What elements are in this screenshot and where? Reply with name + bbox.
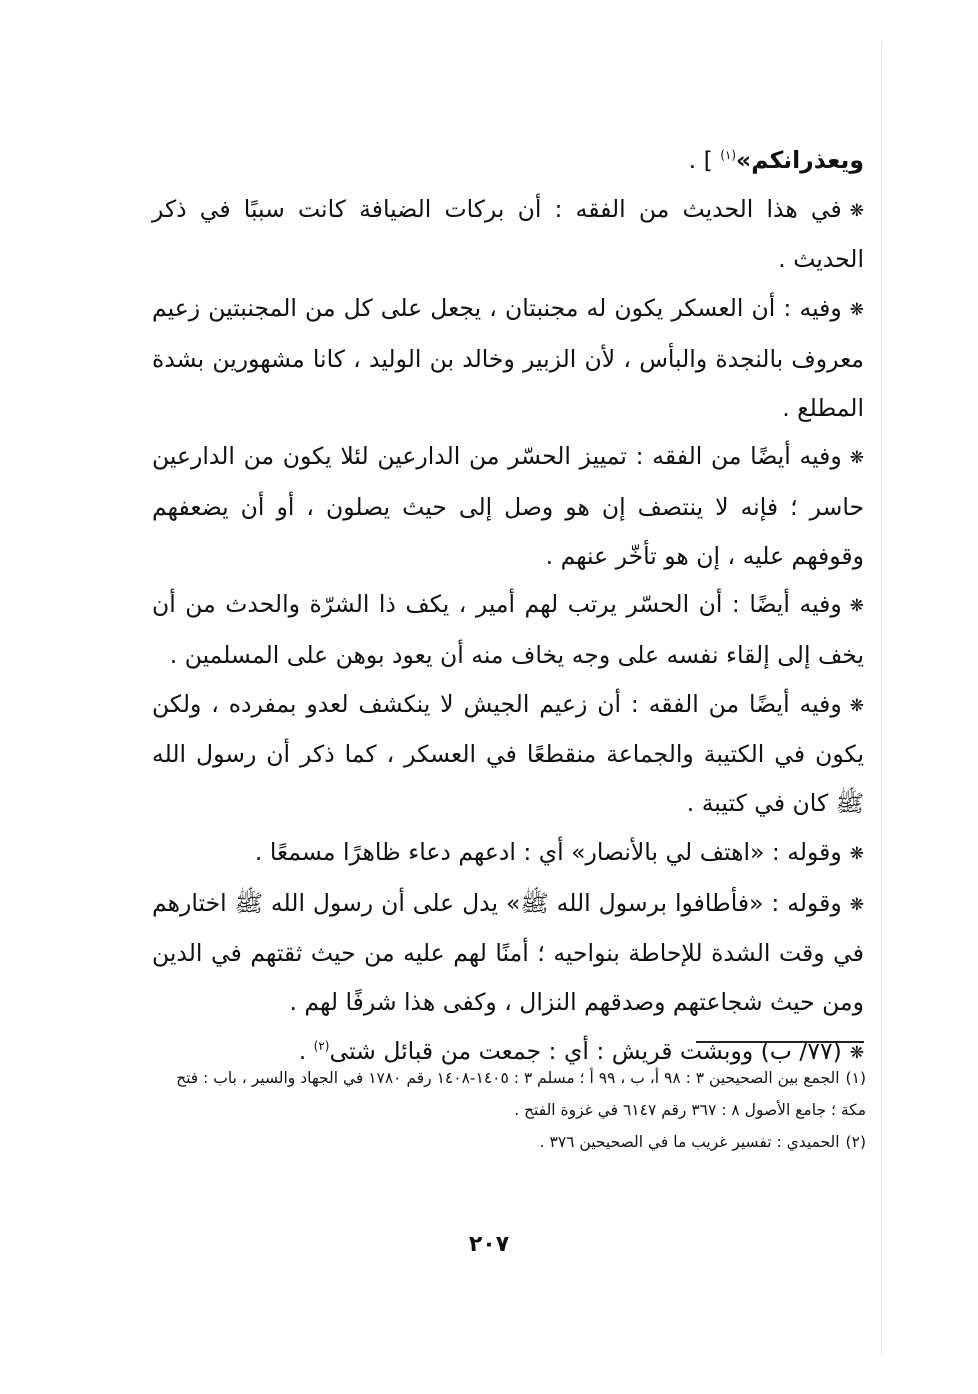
paragraph-text: وفيه أيضًا من الفقه : تمييز الحسّر من الدارعين لئلا يكون من الدارعين حاسر ؛ فإنه لا ينتصف إن هو وصل إلى حيث يصلون ، أو أن يضعفهم وقوفهم عليه ، إن هو تأخّر عنهم . (152, 442, 864, 570)
footnote-item (150, 1126, 866, 1158)
paragraph (152, 580, 864, 679)
asterism-icon: ❋ (849, 695, 864, 716)
footnote-separator (696, 1041, 864, 1043)
paragraph-text: وفيه أيضًا : أن الحسّر يرتب لهم أمير ، يكف ذا الشرّة والحدث من أن يخف إلى إلقاء نفسه على وجه يخاف منه أن يعود بوهن على المسلمين . (152, 590, 864, 670)
paragraph (152, 879, 864, 1027)
footnote-text: الحميدي : تفسير غريب ما في الصحيحين ٣٧٦ . (539, 1133, 840, 1151)
main-text (152, 136, 864, 1077)
footnote-reference: (٢) (313, 1038, 330, 1053)
paragraph-text: وقوله : «اهتف لي بالأنصار» أي : ادعهم دعاء ظاهرًا مسمعًا . (254, 837, 842, 866)
paragraph (152, 284, 864, 432)
footnote-number: (١) (845, 1069, 866, 1087)
paragraph-lead: ويعذرانكم» (736, 146, 864, 174)
asterism-icon: ❋ (849, 448, 864, 469)
paragraph-text: في هذا الحديث من الفقه : أن بركات الضيافة كانت سببًا في ذكر الحديث . (152, 194, 864, 274)
footnote-text: الجمع بين الصحيحين ٣ : ٩٨ أ، ب ، ٩٩ أ ؛ مسلم ٣ : ١٤٠٥-١٤٠٨ رقم ١٧٨٠ في الجهاد والسير ، باب : فتح مكة ؛ جامع الأصول ٨ : ٣٦٧ رقم ٦١٤٧ في غزوة الفتح . (176, 1069, 866, 1119)
asterism-icon: ❋ (849, 300, 864, 321)
paragraph: ❋(٧٧/ ب) ووبشت قريش : أي : جمعت من قبائل شتى$^{(٢)}$ . (298, 1036, 864, 1065)
asterism-icon: ❋ (849, 894, 864, 915)
page-number: ٢٠٧ (468, 1232, 510, 1257)
paragraph (152, 828, 864, 879)
paragraph-text: (٧٧/ ب) ووبشت قريش : أي : جمعت من قبائل شتى (329, 1036, 842, 1065)
asterism-icon: ❋ (849, 596, 864, 617)
footnote-item (150, 1062, 866, 1126)
paragraph (152, 680, 864, 828)
paragraph (152, 185, 864, 284)
paragraph (152, 432, 864, 580)
asterism-icon: ❋ (849, 843, 864, 864)
footnote-reference: (١) (720, 148, 737, 163)
paragraph-text: وقوله : «فأطافوا برسول الله ﷺ» يدل على أن رسول الله ﷺ اختارهم في وقت الشدة للإحاطة بنواحيه ؛ أمنًا لهم عليه من حيث ثقتهم في الدين ومن حيث شجاعتهم وصدقهم النزال ، وكفى هذا شرفًا لهم . (152, 888, 864, 1016)
paragraph-text: ] . (688, 146, 721, 174)
footnote-number: (٢) (845, 1133, 866, 1151)
footnotes (150, 1062, 866, 1158)
page-edge-shadow (881, 40, 882, 1354)
paragraph-continuation (152, 136, 864, 185)
asterism-icon: ❋ (849, 1042, 864, 1063)
asterism-icon: ❋ (849, 200, 864, 221)
paragraph-text: وفيه : أن العسكر يكون له مجنبتان ، يجعل على كل من المجنبتين زعيم معروف بالنجدة والبأس ، لأن الزبير وخالد بن الوليد ، كانا مشهورين بشدة المطلع . (152, 294, 864, 422)
paragraph-text: وفيه أيضًا من الفقه : أن زعيم الجيش لا ينكشف لعدو بمفرده ، ولكن يكون في الكتيبة والجماعة منقطعًا في العسكر ، كما ذكر أن رسول الله ﷺ كان في كتيبة . (152, 689, 864, 818)
